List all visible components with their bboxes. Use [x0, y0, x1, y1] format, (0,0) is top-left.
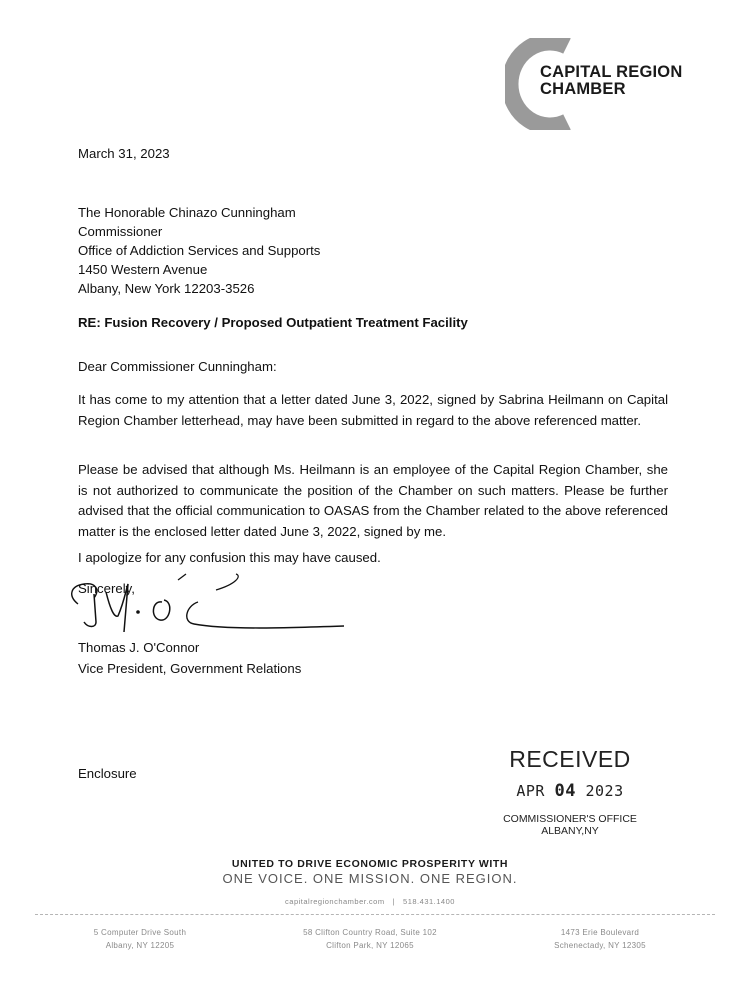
logo-line-2: CHAMBER	[540, 80, 626, 98]
stamp-office-line-2: ALBANY,NY	[541, 825, 599, 837]
stamp-office	[480, 813, 660, 837]
footer-divider	[35, 914, 715, 915]
recipient-line: Commissioner	[78, 224, 163, 239]
logo-line-1: CAPITAL REGION	[540, 63, 683, 81]
phone-number: 518.431.1400	[403, 897, 455, 906]
address-line: 5 Computer Drive South	[93, 928, 187, 937]
tagline-line-2: ONE VOICE. ONE MISSION. ONE REGION.	[222, 871, 518, 886]
stamp-month: APR	[516, 782, 545, 800]
body-paragraph-1: It has come to my attention that a letter dated June 3, 2022, signed by Sabrina Heilmann on Capital Region Chamber letterhead, may have been submitted in regard to the above referenced matter.	[78, 392, 668, 428]
received-stamp	[480, 746, 660, 837]
stamp-date	[480, 781, 660, 801]
address-line: Schenectady, NY 12305	[554, 941, 646, 950]
enclosure-note: Enclosure	[78, 766, 137, 781]
tagline-line-1: UNITED TO DRIVE ECONOMIC PROSPERITY WITH	[231, 858, 509, 870]
logo-wordmark	[540, 64, 682, 98]
signer-title: Vice President, Government Relations	[78, 661, 302, 676]
stamp-day: 04	[554, 781, 576, 801]
recipient-address	[78, 203, 668, 298]
address-line: 1473 Erie Boulevard	[560, 928, 640, 937]
stamp-office-line-1: COMMISSIONER'S OFFICE	[503, 813, 637, 825]
salutation: Dear Commissioner Cunningham:	[78, 359, 277, 374]
recipient-line: The Honorable Chinazo Cunningham	[78, 205, 296, 220]
chamber-logo	[505, 38, 715, 128]
footer-address-clifton-park	[280, 926, 460, 952]
recipient-line: Office of Addiction Services and Supports	[78, 243, 321, 258]
signer-name: Thomas J. O'Connor	[78, 640, 200, 655]
stamp-year: 2023	[585, 782, 624, 800]
address-line: Albany, NY 12205	[105, 941, 175, 950]
website-link[interactable]: capitalregionchamber.com	[285, 897, 385, 906]
contact-separator: |	[392, 897, 396, 906]
closing: Sincerely,	[78, 581, 135, 596]
body-paragraph-2: Please be advised that although Ms. Heilmann is an employee of the Capital Region Chamber, she is not authorized to communicate the position of the Chamber on such matters. Please be further advised that the official communication to OASAS from the Chamber related to the above referenced matter is the enclosed letter dated June 3, 2022, signed by me.	[78, 462, 668, 539]
footer-address-schenectady	[525, 926, 675, 952]
contact-line	[205, 897, 535, 906]
stamp-received-label: RECEIVED	[509, 746, 631, 772]
letter-date: March 31, 2023	[78, 146, 170, 161]
footer-tagline	[205, 858, 535, 906]
body-paragraph-3: I apologize for any confusion this may have caused.	[78, 550, 381, 565]
address-line: 58 Clifton Country Road, Suite 102	[303, 928, 437, 937]
recipient-line: 1450 Western Avenue	[78, 262, 208, 277]
recipient-line: Albany, New York 12203-3526	[78, 281, 255, 296]
address-line: Clifton Park, NY 12065	[326, 941, 414, 950]
subject-line: RE: Fusion Recovery / Proposed Outpatient Treatment Facility	[78, 315, 468, 330]
footer-address-albany	[65, 926, 215, 952]
handwritten-signature-icon	[66, 572, 356, 642]
signer-block	[78, 638, 668, 680]
